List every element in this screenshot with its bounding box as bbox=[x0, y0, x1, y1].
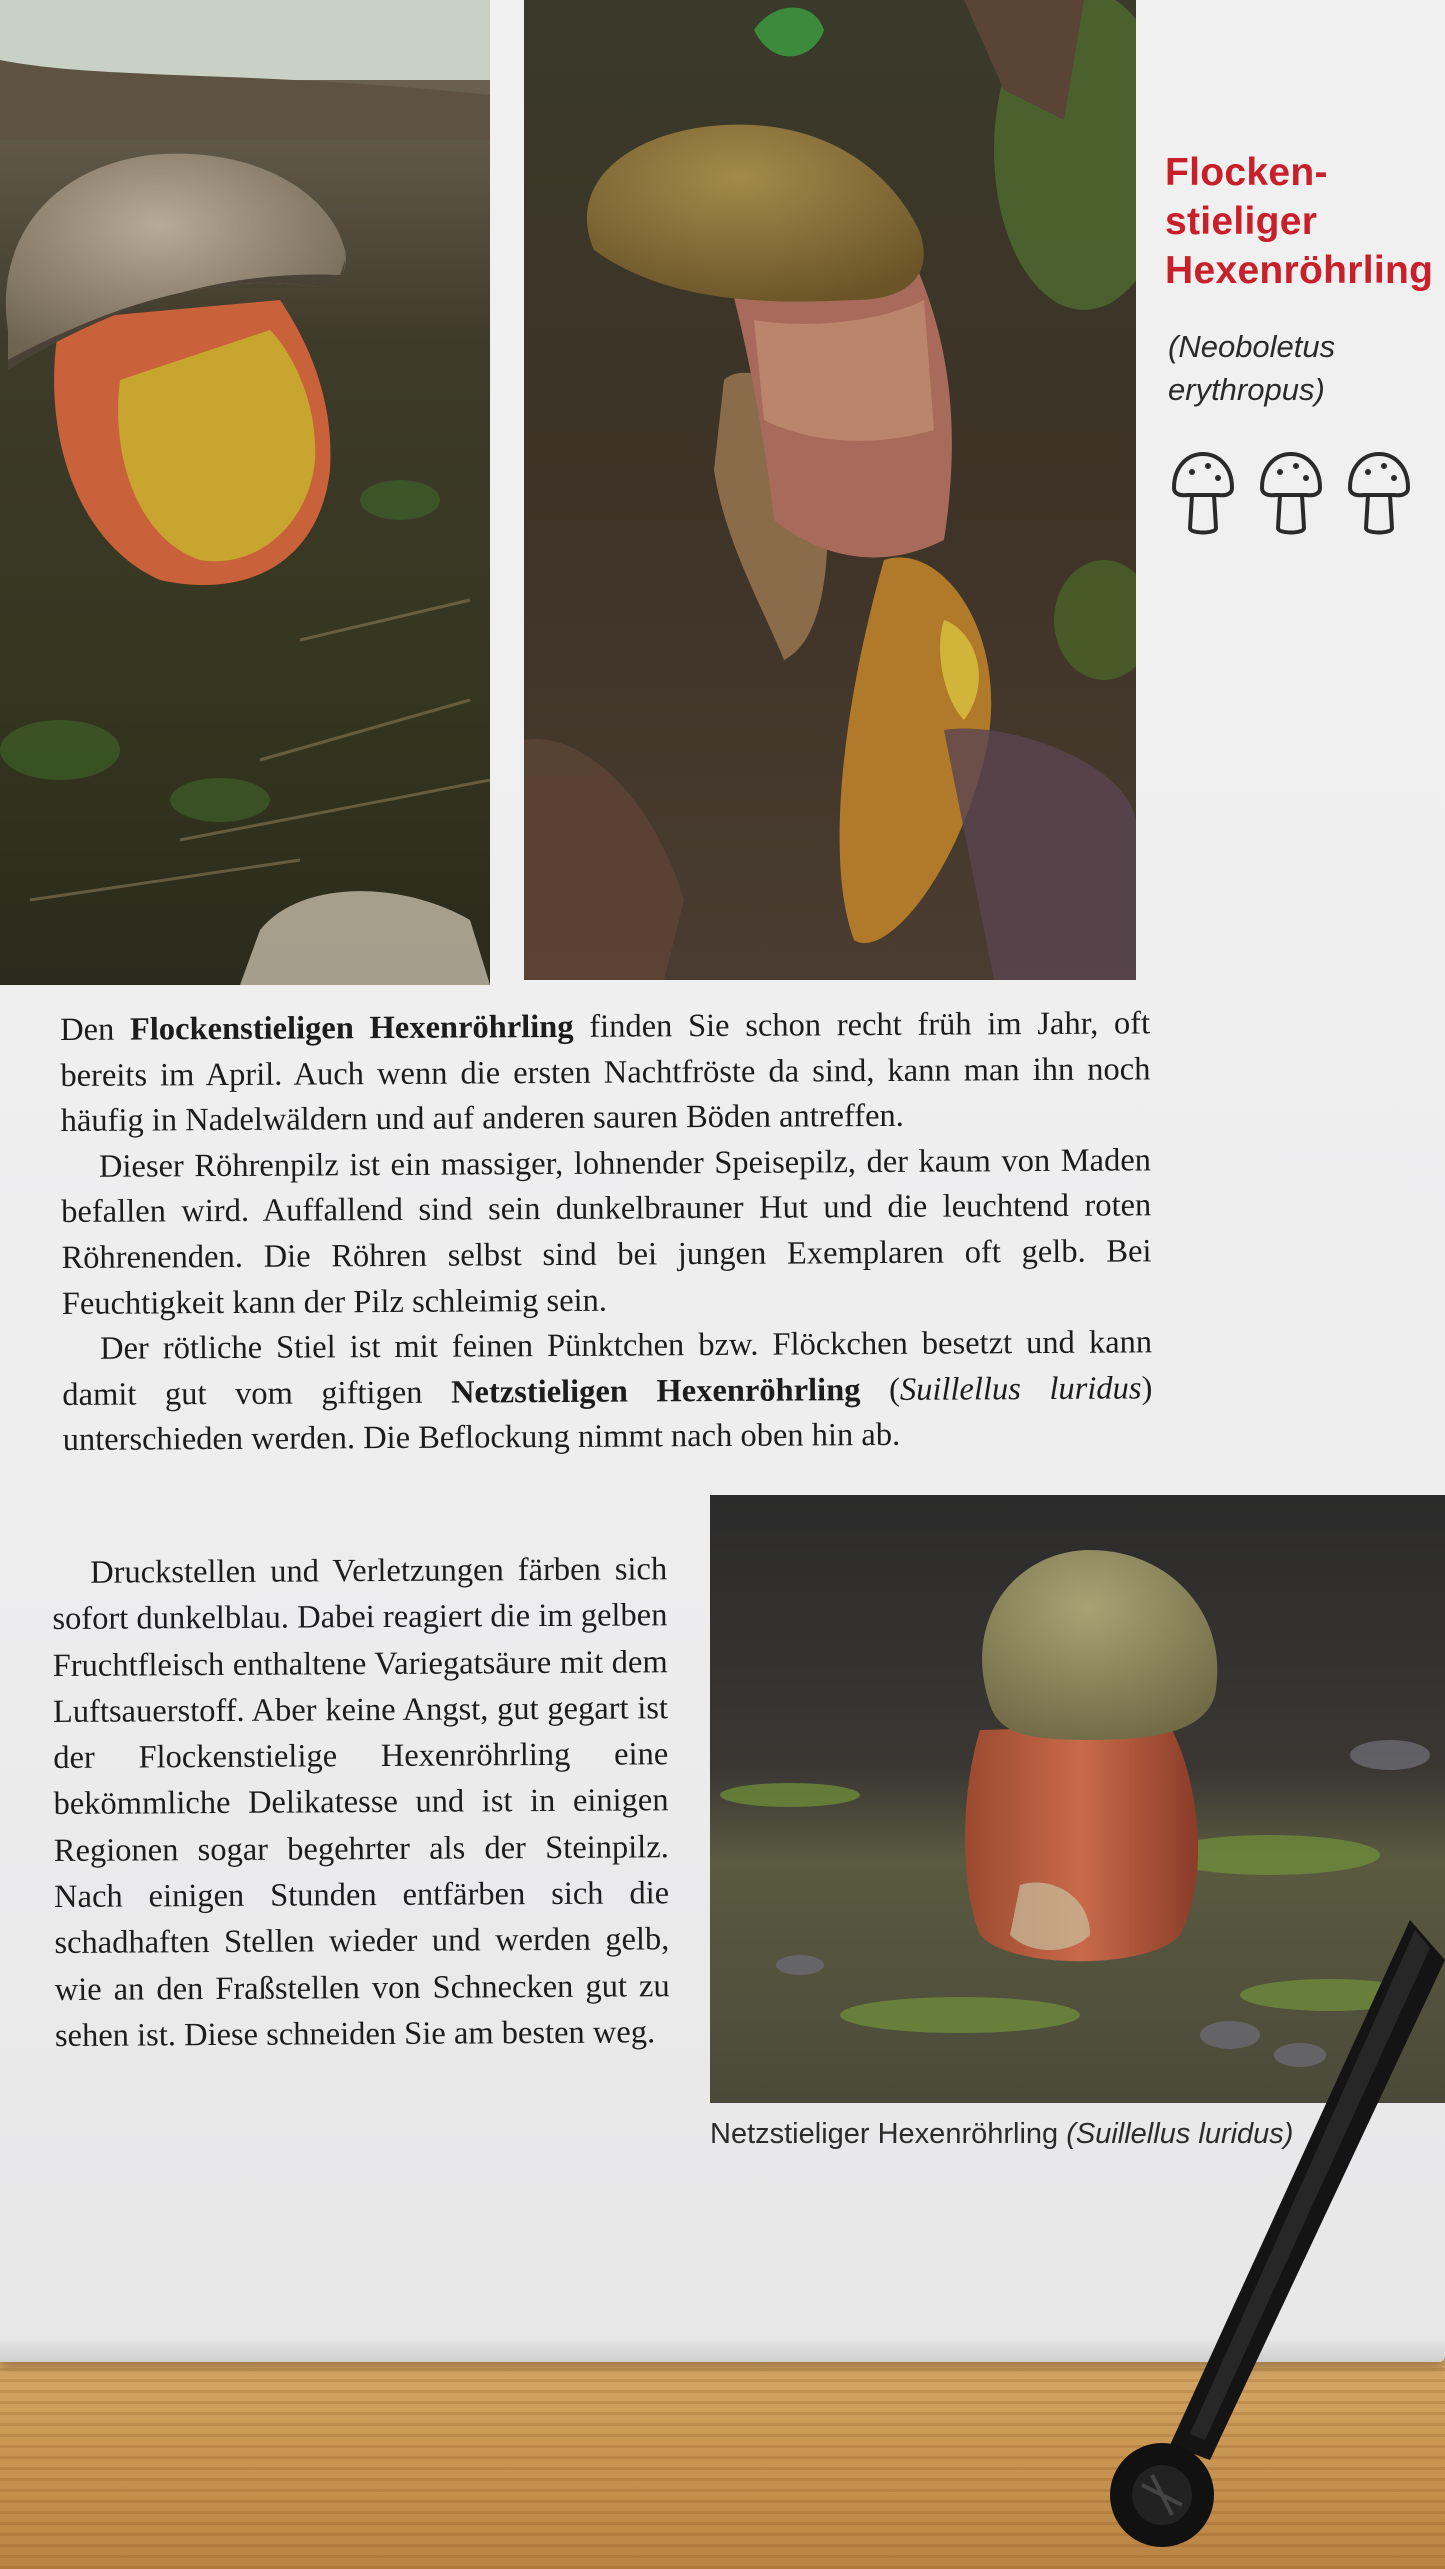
photo-mushroom-middle bbox=[524, 0, 1136, 980]
bold-term: Flockenstieligen Hexenröhrling bbox=[129, 1008, 574, 1048]
mushroom-icon bbox=[1344, 448, 1414, 540]
mushroom-icon bbox=[1256, 448, 1326, 540]
species-latin-name: (Neoboletus erythropus) bbox=[1168, 329, 1336, 407]
pen bbox=[1080, 1900, 1445, 2569]
photo-mushroom-left bbox=[0, 0, 490, 985]
paragraph-2: Dieser Röhrenpilz ist ein massiger, lohnender Speisepilz, der kaum von Maden befallen wird. Auffallend sind sein dunkelbrauner Hut und die leuchtend roten Röhrenenden. Die Röhren selbst sind bei jungen Exemplaren oft gelb. Bei Feuchtigkeit kann der Pilz schleimig sein. bbox=[61, 1142, 1152, 1322]
text-run: Der rötliche Stiel ist mit feinen Pünktchen bzw. Flöckchen besetzt und kann damit gut vom giftigen bbox=[62, 1324, 1153, 1413]
text-run: finden Sie schon recht früh im Jahr, oft bereits im April. Auch wenn die ersten Nachtfröste da sind, kann man ihn noch häufig in Nadelwäldern und auf anderen sauren Böden antreffen. bbox=[60, 1005, 1151, 1140]
text-run: Den bbox=[60, 1011, 131, 1048]
caption-latin: (Suillellus luridus) bbox=[1066, 2118, 1294, 2150]
text-run: ( bbox=[860, 1371, 900, 1408]
paragraph-3 bbox=[62, 1320, 1153, 1463]
article-body-narrow bbox=[52, 1546, 670, 2059]
bold-term: Netzstieligen Hexenröhrling bbox=[450, 1371, 861, 1411]
species-title: Flocken- stieliger Hexenröhrling bbox=[1165, 151, 1434, 292]
article-body bbox=[60, 1001, 1153, 1464]
paragraph-4: Druckstellen und Verletzungen färben sich sofort dunkelblau. Dabei reagiert die im gelben Fruchtfleisch enthaltene Variegatsäure mit dem Luftsauerstoff. Aber keine Angst, gut gegart ist der Flockenstielige Hexenröhrling eine bekömmliche Delikatesse und ist in einigen Regionen sogar begehrter als der Steinpilz. Nach einigen Stunden entfärben sich die schadhaften Stellen wieder und werden gelb, wie an den Fraßstellen von Schnecken gut zu sehen ist. Diese schneiden Sie am besten weg. bbox=[52, 1551, 670, 2054]
mushroom-icon bbox=[1168, 448, 1238, 540]
edibility-rating bbox=[1168, 448, 1414, 540]
italic-term: Suillellus luridus bbox=[899, 1370, 1142, 1408]
paragraph-1 bbox=[60, 1001, 1151, 1144]
text-run: ) unterschieden werden. Die Beflockung nimmt nach oben hin ab. bbox=[62, 1370, 1153, 1459]
caption-text: Netzstieliger Hexenröhrling bbox=[710, 2118, 1067, 2150]
